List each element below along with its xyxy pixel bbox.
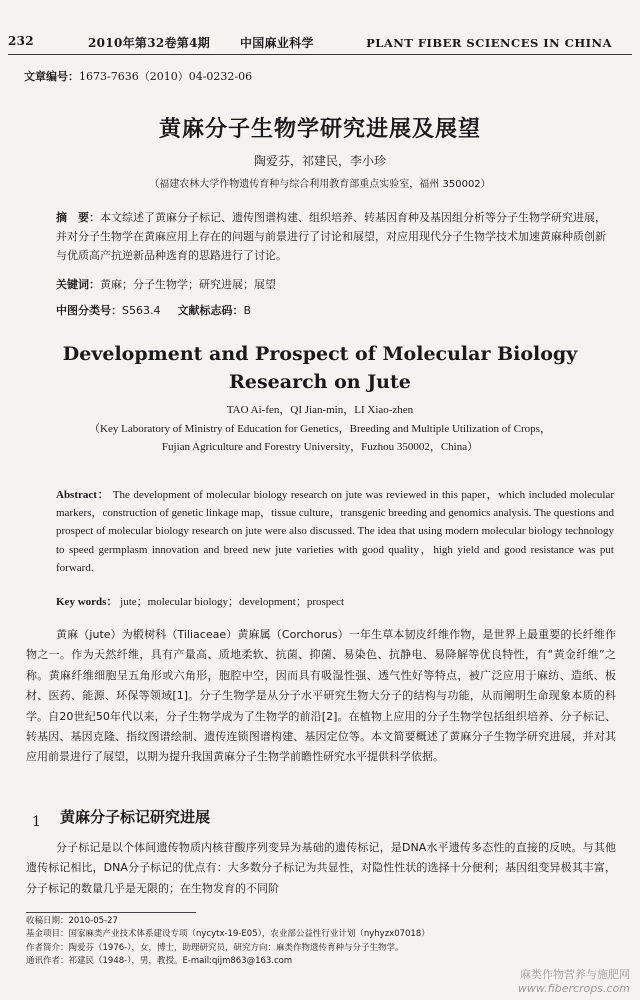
affiliation-en-line2: Fujian Agriculture and Forestry University，Fuzhou 350002，China）	[161, 441, 479, 453]
abstract-en-text: The development of molecular biology research on jute was reviewed in this paper，which included molecular markers，construction of genetic linkage map，tissue culture，transgenic breeding and genomics analysis. The questions and prospect of molecular biology research on jute were also discussed. The idea that using modern molecular biology technology to speed germplasm innovation and breed new jute varieties with good quality，high yield and good resistance was put forward.	[56, 489, 614, 574]
abstract-cn-label: 摘 要：	[56, 211, 100, 224]
keywords-en-label: Key words：	[56, 596, 118, 608]
affiliation-en-line1: （Key Laboratory of Ministry of Education for Genetics，Breeding and Multiple Utilization of Crops，	[89, 423, 551, 435]
footnote-rule	[26, 912, 196, 913]
doc-code-value: B	[243, 304, 252, 317]
abstract-en	[56, 486, 614, 577]
title-en-line2: Research on Jute	[229, 371, 411, 393]
abstract-en-label: Abstract：	[56, 489, 110, 501]
section-title: 黄麻分子标记研究进展	[60, 808, 211, 826]
watermark-name: 麻类作物营养与施肥网	[520, 968, 630, 981]
intro-paragraph: 黄麻（jute）为椴树科（Tiliaceae）黄麻属（Corchorus）一年生草本韧皮纤维作物，是世界上最重要的长纤维作物之一。作为天然纤维，具有产量高、质地柔软、抗菌、抑菌、易染色、抗静电、易降解等优良特性，有“黄金纤维”之称。黄麻纤维细胞呈五角形或六角形，胞腔中空，因而具有吸湿性强、透气性好等特点，被广泛应用于麻纺、造纸、板材、医药、能源、环保等领域[1]。分子生物学是从分子水平研究生物大分子的结构与功能，从而阐明生命现象本质的科学。自20世纪50年代以来，分子生物学成为了生物学的前沿[2]。在植物上应用的分子生物学包括组织培养、分子标记、转基因、基因克隆、指纹图谱绘制、遗传连锁图谱构建、基因定位等。本文简要概述了黄麻分子生物学研究进展，并对其应用前景进行了展望，以期为提升我国黄麻分子生物学前瞻性研究水平提供科学依据。	[26, 628, 616, 764]
authors-en: TAO Ai-fen，QI Jian-min，LI Xiao-zhen	[226, 404, 414, 416]
watermark-url: www.fibercrops.com	[517, 982, 630, 995]
journal-name-en: PLANT FIBER SCIENCES IN CHINA	[366, 36, 612, 50]
site-watermark	[518, 966, 630, 995]
keywords-cn-text: 黄麻；分子生物学；研究进展；展望	[100, 278, 276, 291]
footnotes	[26, 915, 580, 969]
keywords-en-text: jute；molecular biology；development；prospect	[120, 596, 345, 608]
page-number: 232	[8, 34, 34, 48]
journal-name-cn: 中国麻业科学	[240, 36, 314, 50]
footnote-funding: 基金项目：国家麻类产业技术体系建设专项（nycytx-19-E05），农业部公益性行业计划（nyhyzx07018）	[26, 929, 430, 940]
footnote-author: 作者简介：陶爱芬（1976-），女，博士，助理研究员，研究方向：麻类作物遗传育种与分子生物学。	[26, 942, 404, 953]
keywords-cn	[56, 275, 614, 294]
header-rule	[8, 54, 632, 55]
footnote-corresponding: 通讯作者：祁建民（1948-），男，教授。E-mail:qijm863@163.com	[26, 956, 293, 967]
title-en-line1: Development and Prospect of Molecular Biology	[62, 343, 578, 365]
running-header	[8, 30, 632, 52]
article-number	[24, 68, 252, 84]
class-value: S563.4	[122, 304, 161, 317]
doc-code-label: 文献标志码：	[177, 304, 244, 317]
abstract-cn	[56, 208, 614, 265]
keywords-cn-label: 关键词：	[56, 278, 100, 291]
title-cn: 黄麻分子生物学研究进展及展望	[158, 117, 481, 142]
affiliation-en	[40, 420, 600, 456]
class-label: 中图分类号：	[56, 304, 122, 317]
issue-info: 2010年第32卷第4期	[88, 36, 211, 50]
abstract-cn-text: 本文综述了黄麻分子标记、遗传图谱构建、组织培养、转基因育种及基因组分析等分子生物学研究进展，并对分子生物学在黄麻应用上存在的问题与前景进行了讨论和展望，对应用现代分子生物学技术加速黄麻种质创新与优质高产抗逆新品种选育的思路进行了讨论。	[56, 211, 606, 262]
section-paragraph: 分子标记是以个体间遗传物质内核苷酸序列变异为基础的遗传标记，是DNA水平遗传多态性的直接的反映。与其他遗传标记相比，DNA分子标记的优点有：大多数分子标记为共显性，对隐性性状的选择十分便利；基因组变异极其丰富，分子标记的数量几乎是无限的；在生物发育的不同阶	[26, 841, 616, 895]
authors-cn: 陶爱芬，祁建民，李小珍	[253, 154, 386, 168]
article-number-value: 1673-7636（2010）04-0232-06	[79, 70, 253, 83]
affiliation-cn: （福建农林大学作物遗传育种与综合利用教育部重点实验室，福州 350002）	[149, 179, 491, 190]
footnote-received: 收稿日期：2010-05-27	[26, 916, 118, 926]
section-number: 1	[32, 814, 41, 830]
keywords-en	[56, 593, 614, 609]
classification-line	[56, 301, 614, 320]
article-number-label: 文章编号：	[24, 70, 79, 83]
